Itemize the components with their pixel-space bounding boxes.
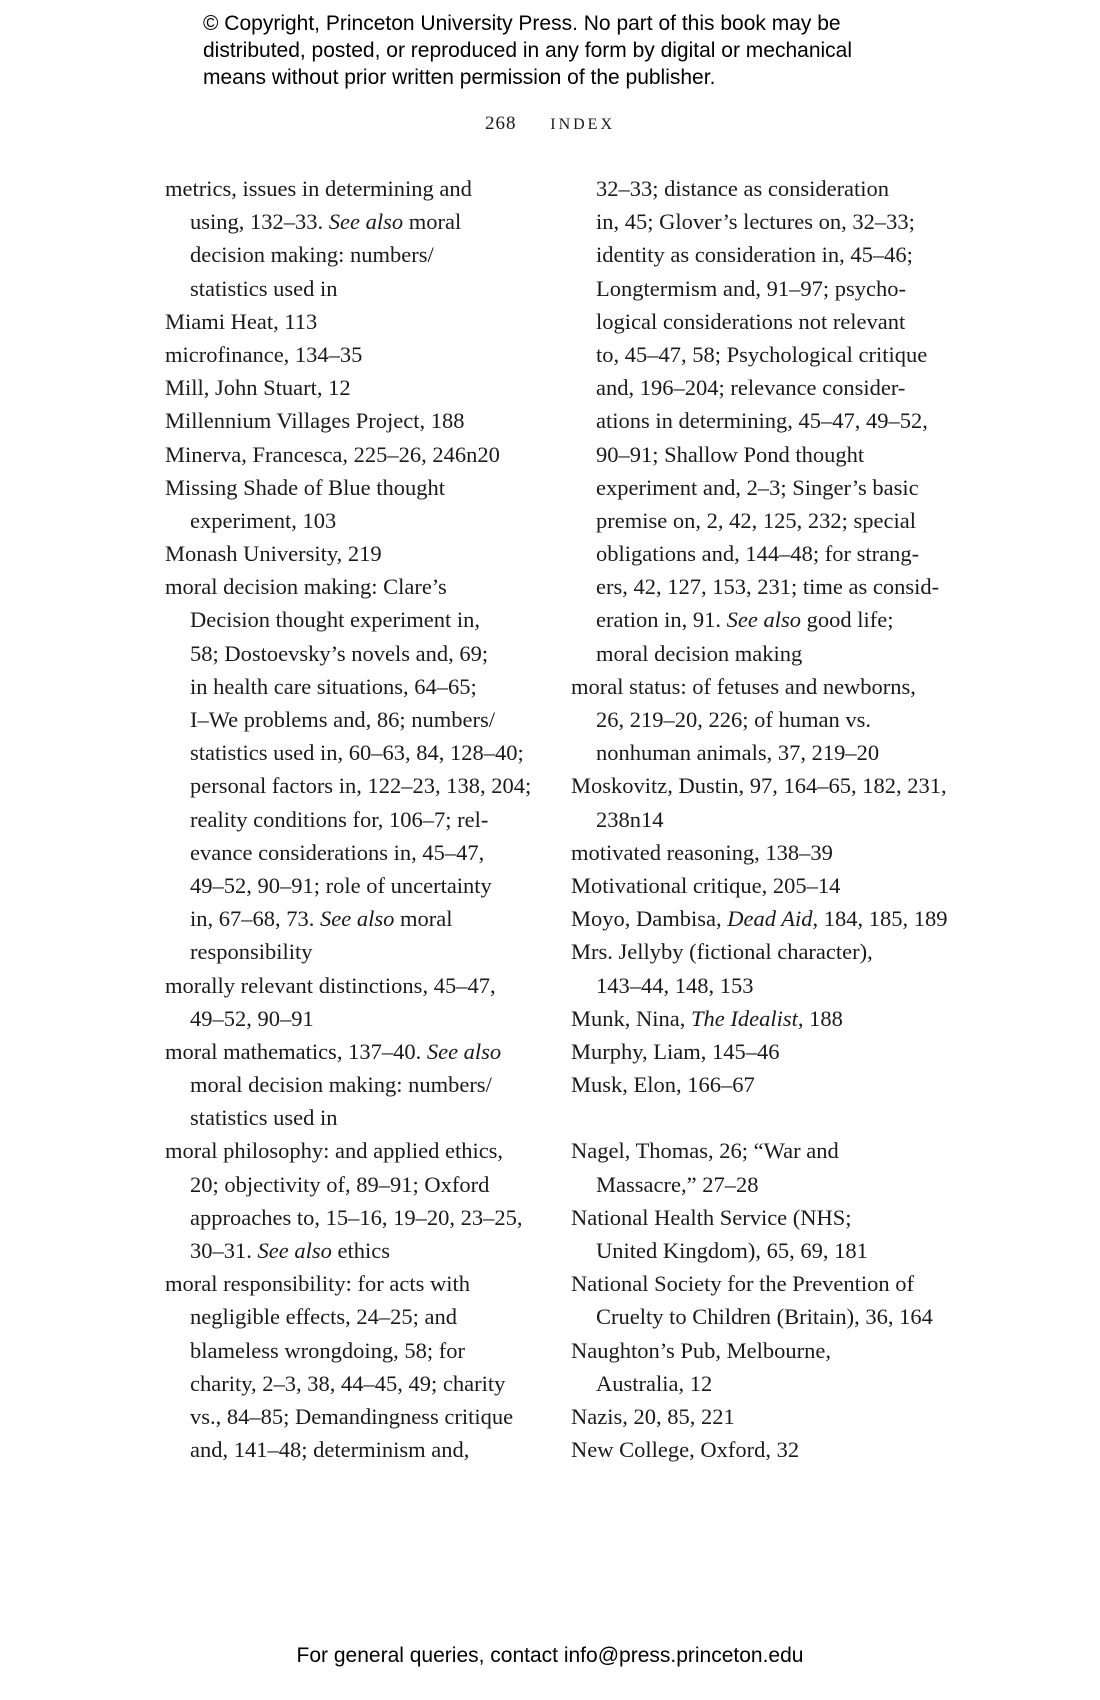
index-entry-continuation: 90–91; Shallow Pond thought xyxy=(596,441,865,467)
index-entry-continuation: in, 45; Glover’s lectures on, 32–33; xyxy=(596,209,915,235)
index-entry-continuation: nonhuman animals, 37, 219–20 xyxy=(596,740,880,766)
index-entry-continuation: 49–52, 90–91; role of uncertainty xyxy=(190,872,492,898)
index-entry: Minerva, Francesca, 225–26, 246n20 xyxy=(165,441,500,467)
index-entry-continuation: moral decision making xyxy=(596,640,803,666)
index-entry: Musk, Elon, 166–67 xyxy=(571,1072,755,1098)
index-entry-continuation: and, 196–204; relevance consider- xyxy=(596,375,906,401)
page-number: 268 xyxy=(484,113,517,134)
index-entry: Miami Heat, 113 xyxy=(165,308,318,334)
index-entry-continuation: Massacre,” 27–28 xyxy=(596,1171,759,1197)
index-entry-continuation: blameless wrongdoing, 58; for xyxy=(190,1337,465,1363)
index-entry: Missing Shade of Blue thought xyxy=(165,474,445,500)
index-entry-continuation: negligible effects, 24–25; and xyxy=(190,1304,458,1330)
index-entry-continuation: decision making: numbers/ xyxy=(190,242,434,268)
index-entry-continuation: 26, 219–20, 226; of human vs. xyxy=(596,707,871,732)
index-entry: moral mathematics, 137–40. See also xyxy=(165,1038,502,1064)
index-entry: National Health Service (NHS; xyxy=(571,1204,852,1230)
index-entry: moral status: of fetuses and newborns, xyxy=(571,673,916,699)
index-entry-continuation: 238n14 xyxy=(596,806,664,832)
index-entry-continuation: 32–33; distance as consideration xyxy=(596,176,890,201)
index-entry: Motivational critique, 205–14 xyxy=(571,872,841,898)
index-entry: Moskovitz, Dustin, 97, 164–65, 182, 231, xyxy=(571,773,947,799)
index-entry-continuation: eration in, 91. See also good life; xyxy=(596,607,894,633)
index-letter-break xyxy=(571,1101,941,1134)
index-entry: Monash University, 219 xyxy=(165,541,382,567)
index-entry-continuation: I–We problems and, 86; numbers/ xyxy=(190,707,496,732)
index-column-right xyxy=(571,172,948,1466)
index-entry: motivated reasoning, 138–39 xyxy=(571,839,833,865)
index-entry-continuation: reality conditions for, 106–7; rel- xyxy=(190,806,489,832)
section-title: INDEX xyxy=(550,116,615,133)
index-entry-continuation: Longtermism and, 91–97; psycho- xyxy=(596,275,906,301)
index-entry-continuation: statistics used in xyxy=(190,1105,338,1131)
copyright-notice xyxy=(203,10,963,91)
index-entry: microfinance, 134–35 xyxy=(165,341,363,367)
index-entry: morally relevant distinctions, 45–47, xyxy=(165,972,496,998)
running-head xyxy=(0,113,1100,135)
index-entry-continuation: 58; Dostoevsky’s novels and, 69; xyxy=(190,640,489,666)
index-entry: moral responsibility: for acts with xyxy=(165,1271,470,1297)
index-entry-continuation: ers, 42, 127, 153, 231; time as consid- xyxy=(596,574,940,600)
footer-contact: For general queries, contact info@press.princeton.edu xyxy=(296,1644,804,1667)
index-entry-continuation: vs., 84–85; Demandingness critique xyxy=(190,1403,514,1429)
index-entry: Nazis, 20, 85, 221 xyxy=(571,1403,735,1429)
index-entry-continuation: Decision thought experiment in, xyxy=(190,607,480,633)
index-entry-continuation: personal factors in, 122–23, 138, 204; xyxy=(190,773,532,799)
index-entry: Mill, John Stuart, 12 xyxy=(165,375,351,401)
copyright-line: © Copyright, Princeton University Press. No part of this book may be xyxy=(203,12,841,35)
index-entry-continuation: identity as consideration in, 45–46; xyxy=(596,242,913,268)
index-entry-continuation: and, 141–48; determinism and, xyxy=(190,1437,470,1463)
index-entry-continuation: experiment and, 2–3; Singer’s basic xyxy=(596,474,919,500)
index-entry-continuation: charity, 2–3, 38, 44–45, 49; charity xyxy=(190,1370,506,1396)
index-entry-continuation: to, 45–47, 58; Psychological critique xyxy=(596,341,928,367)
index-entry-continuation: in, 67–68, 73. See also moral xyxy=(190,906,453,932)
copyright-line: distributed, posted, or reproduced in any form by digital or mechanical xyxy=(203,39,853,62)
index-entry-continuation: Cruelty to Children (Britain), 36, 164 xyxy=(596,1304,933,1330)
index-entry-continuation: evance considerations in, 45–47, xyxy=(190,839,485,865)
index-column-left xyxy=(165,172,535,1466)
index-entry: Millennium Villages Project, 188 xyxy=(165,408,465,434)
index-entry-continuation: 20; objectivity of, 89–91; Oxford xyxy=(190,1171,490,1197)
index-entry-continuation: 49–52, 90–91 xyxy=(190,1005,314,1031)
index-entry: Murphy, Liam, 145–46 xyxy=(571,1038,780,1064)
index-entry-continuation: 143–44, 148, 153 xyxy=(596,972,754,998)
index-entry-continuation: approaches to, 15–16, 19–20, 23–25, xyxy=(190,1204,523,1230)
index-entry-continuation: logical considerations not relevant xyxy=(596,308,906,334)
index-entry-continuation: statistics used in, 60–63, 84, 128–40; xyxy=(190,740,524,766)
index-entry: Moyo, Dambisa, Dead Aid, 184, 185, 189 xyxy=(571,906,948,932)
index-entry: Nagel, Thomas, 26; “War and xyxy=(571,1138,839,1164)
index-entry-continuation: in health care situations, 64–65; xyxy=(190,673,477,699)
index-entry-continuation: premise on, 2, 42, 125, 232; special xyxy=(596,507,916,533)
index-entry-continuation: Australia, 12 xyxy=(596,1370,713,1396)
index-entry: Munk, Nina, The Idealist, 188 xyxy=(571,1005,843,1031)
index-entry-continuation: United Kingdom), 65, 69, 181 xyxy=(596,1238,868,1263)
index-entry: moral decision making: Clare’s xyxy=(165,574,447,600)
index-entry: National Society for the Prevention of xyxy=(571,1271,915,1297)
index-entry: moral philosophy: and applied ethics, xyxy=(165,1138,504,1164)
index-entry-continuation: statistics used in xyxy=(190,275,338,301)
index-entry: Mrs. Jellyby (fictional character), xyxy=(571,939,873,965)
index-entry: New College, Oxford, 32 xyxy=(571,1437,800,1463)
index-entry-continuation: moral decision making: numbers/ xyxy=(190,1072,492,1098)
index-entry-continuation: experiment, 103 xyxy=(190,507,337,533)
index-entry-continuation: 30–31. See also ethics xyxy=(190,1238,390,1263)
index-entry-continuation: ations in determining, 45–47, 49–52, xyxy=(596,408,928,434)
index-entry: metrics, issues in determining and xyxy=(165,176,472,201)
index-entry-continuation: using, 132–33. See also moral xyxy=(190,209,462,235)
copyright-line: means without prior written permission of the publisher. xyxy=(203,66,716,89)
index-entry-continuation: obligations and, 144–48; for strang- xyxy=(596,541,920,567)
index-entry-continuation: responsibility xyxy=(190,939,313,965)
index-entry: Naughton’s Pub, Melbourne, xyxy=(571,1337,831,1363)
